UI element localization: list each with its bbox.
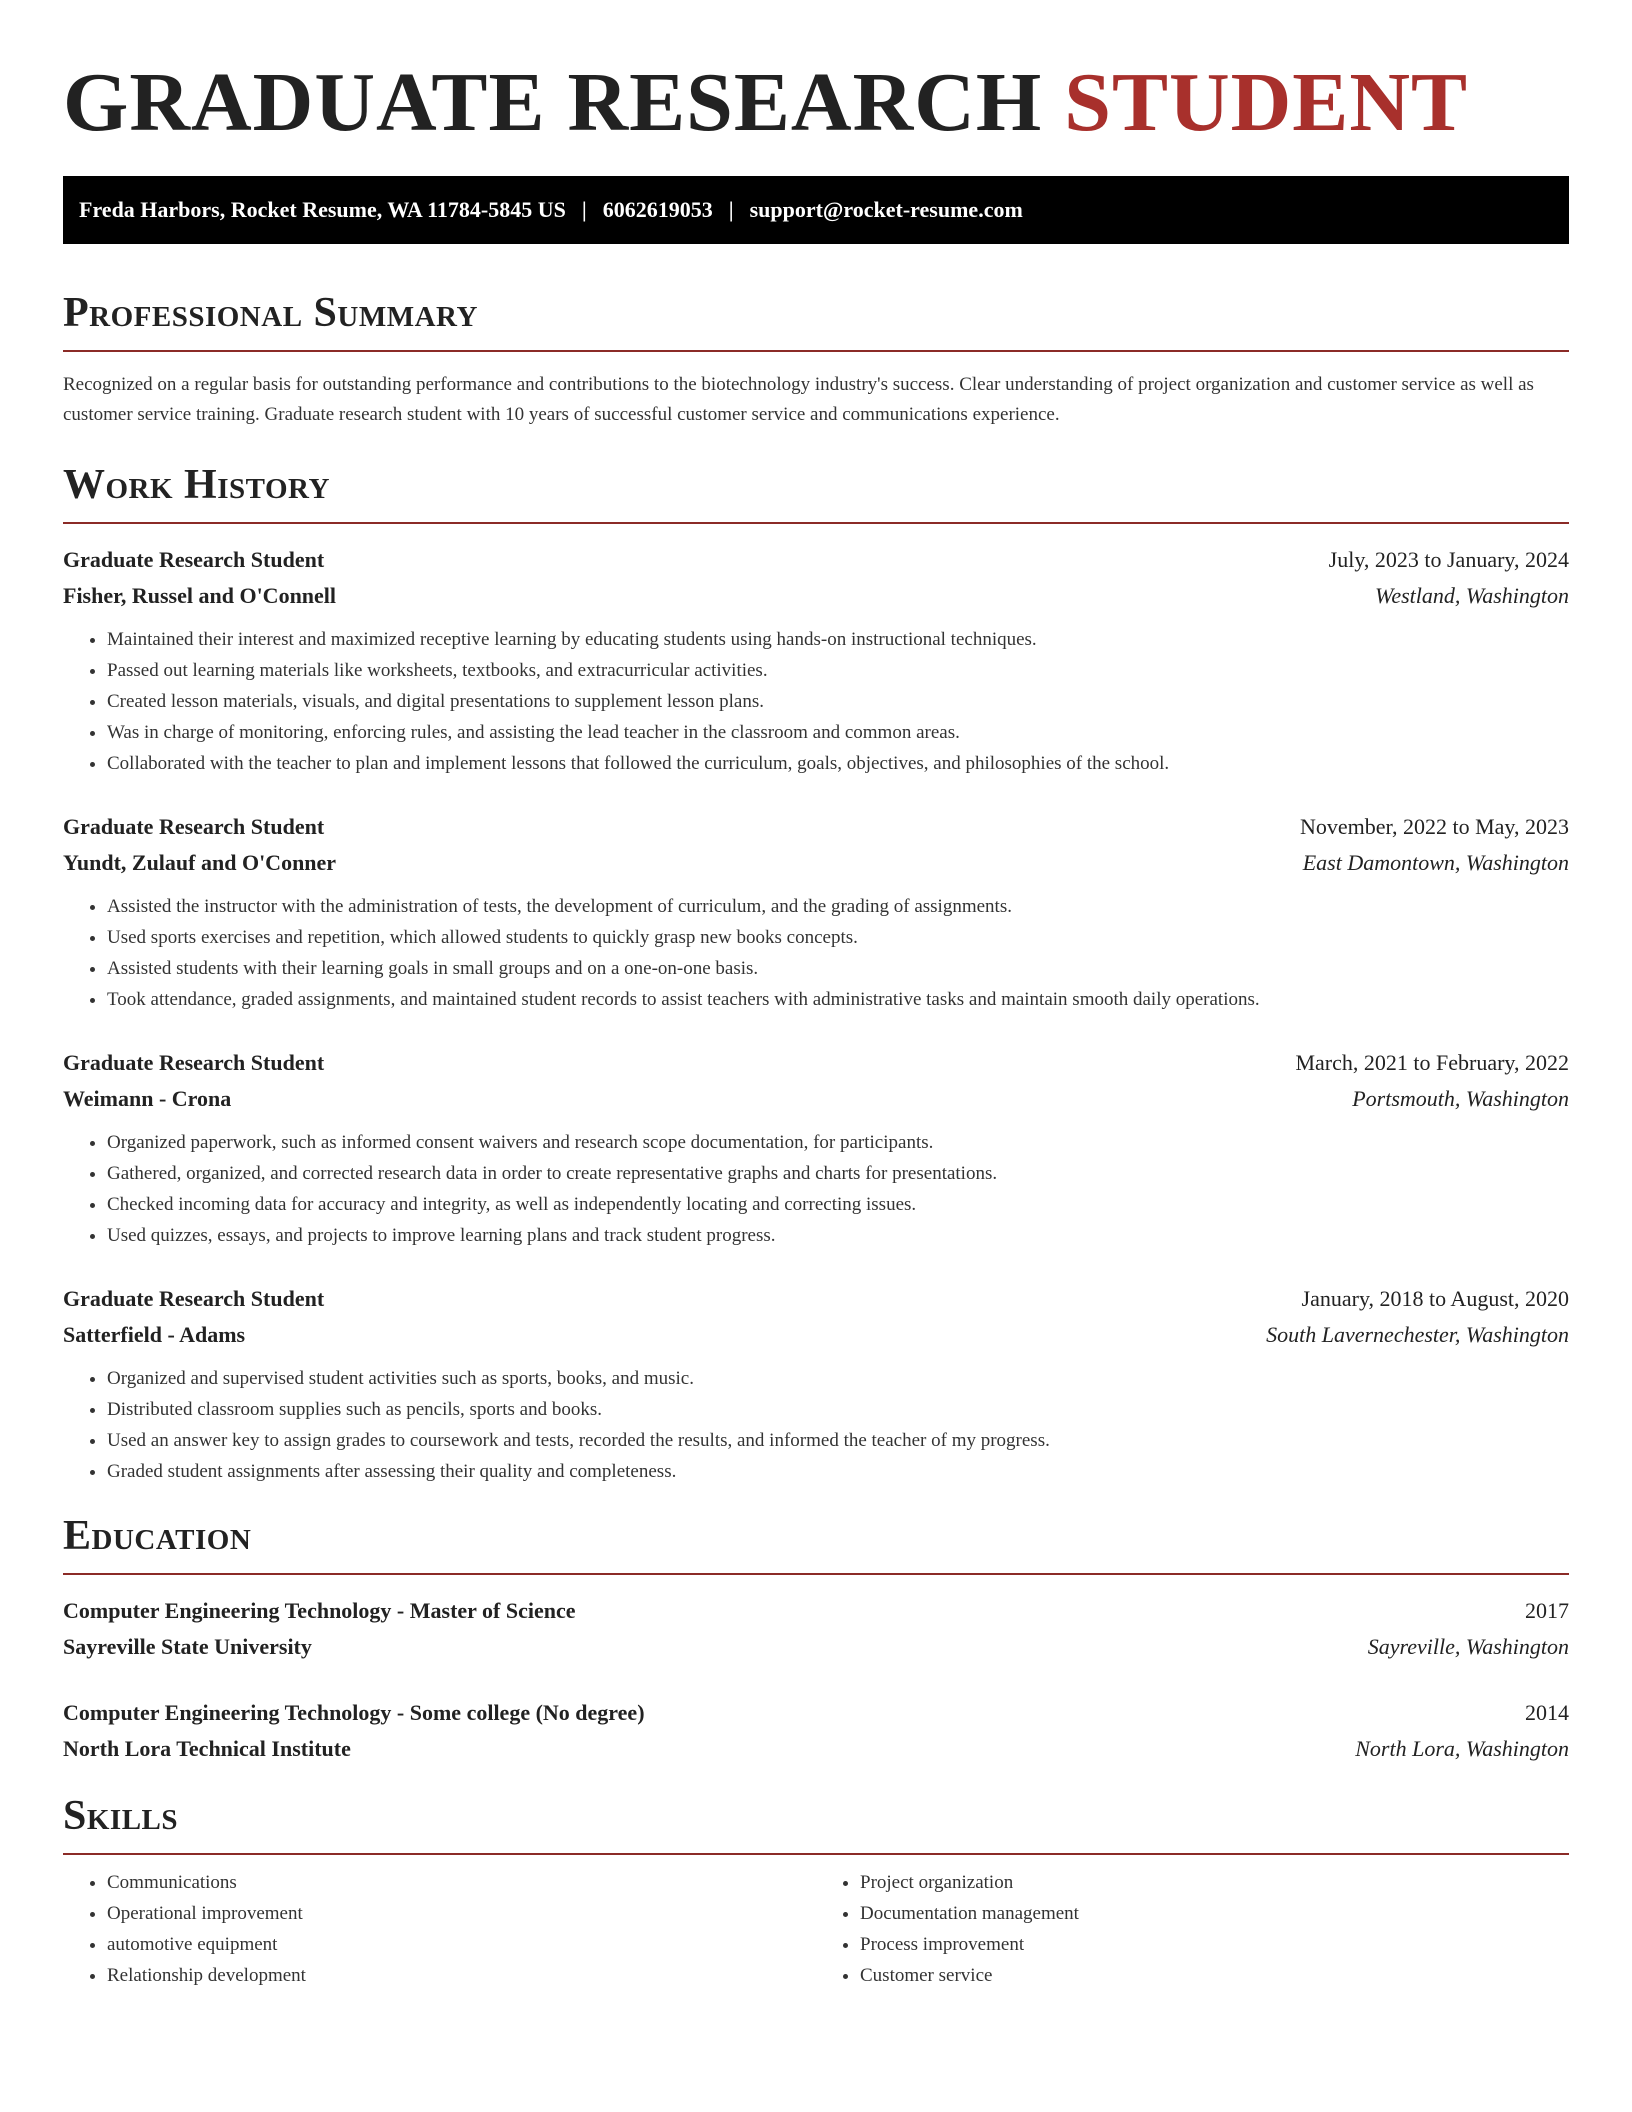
job-bullet: • Used quizzes, essays, and projects to improve learning plans and track student progress.	[107, 1220, 1569, 1251]
job-bullet: • Maintained their interest and maximized receptive learning by educating students using hands-on instructional techniques.	[107, 624, 1569, 655]
education-entry	[63, 1695, 1569, 1767]
job-header-row	[63, 809, 1569, 845]
job-bullet: • Created lesson materials, visuals, and digital presentations to supplement lesson plans.	[107, 686, 1569, 717]
job-header-row	[63, 1045, 1569, 1081]
job-company: Yundt, Zulauf and O'Conner	[63, 850, 337, 875]
section-divider	[63, 350, 1569, 352]
job-dates: March, 2021 to February, 2022	[1295, 1050, 1569, 1075]
job-bullet: • Checked incoming data for accuracy and integrity, as well as independently locating and correcting issues.	[107, 1189, 1569, 1220]
job-bullet: • Distributed classroom supplies such as pencils, sports and books.	[107, 1394, 1569, 1425]
skills-list-left	[63, 1867, 816, 1991]
education-school: Sayreville State University	[63, 1634, 312, 1659]
job-bullet: • Organized and supervised student activities such as sports, books, and music.	[107, 1363, 1569, 1394]
job-entry	[63, 542, 1569, 779]
job-bullet: • Passed out learning materials like worksheets, textbooks, and extracurricular activities.	[107, 655, 1569, 686]
contact-separator: |	[728, 197, 734, 222]
job-company: Satterfield - Adams	[63, 1322, 246, 1347]
work-history-heading: Work History	[63, 462, 330, 508]
education-year: 2014	[1525, 1700, 1569, 1725]
job-bullet: • Took attendance, graded assignments, and maintained student records to assist teachers with administrative tasks and maintain smooth daily operations.	[107, 984, 1569, 1015]
job-dates: July, 2023 to January, 2024	[1328, 547, 1569, 572]
job-title: Graduate Research Student	[63, 1050, 325, 1075]
job-company-row	[63, 1317, 1569, 1353]
job-company-row	[63, 1081, 1569, 1117]
job-bullets	[63, 624, 1569, 779]
education-degree: Computer Engineering Technology - Some college (No degree)	[63, 1700, 645, 1725]
education-heading: Education	[63, 1513, 252, 1559]
job-bullet: • Gathered, organized, and corrected research data in order to create representative graphs and charts for presentations.	[107, 1158, 1569, 1189]
section-divider	[63, 1853, 1569, 1855]
job-bullet: • Used sports exercises and repetition, which allowed students to quickly grasp new books concepts.	[107, 922, 1569, 953]
skill-item: • Documentation management	[860, 1898, 1569, 1929]
education-degree-row	[63, 1695, 1569, 1731]
job-header-row	[63, 542, 1569, 578]
skill-item: • Communications	[107, 1867, 816, 1898]
job-bullet: • Collaborated with the teacher to plan and implement lessons that followed the curriculum, goals, objectives, and philosophies of the school.	[107, 748, 1569, 779]
job-bullet: • Organized paperwork, such as informed consent waivers and research scope documentation, for participants.	[107, 1127, 1569, 1158]
job-location: South Lavernechester, Washington	[1266, 1322, 1569, 1347]
section-divider	[63, 522, 1569, 524]
skill-item: • Relationship development	[107, 1960, 816, 1991]
education-entry	[63, 1593, 1569, 1665]
job-bullet: • Was in charge of monitoring, enforcing rules, and assisting the lead teacher in the classroom and common areas.	[107, 717, 1569, 748]
job-entry	[63, 809, 1569, 1015]
contact-phone: 6062619053	[602, 197, 713, 222]
skill-item: • Customer service	[860, 1960, 1569, 1991]
job-bullet: • Used an answer key to assign grades to coursework and tests, recorded the results, and informed the teacher of my progress.	[107, 1425, 1569, 1456]
contact-email: support@rocket-resume.com	[749, 197, 1023, 222]
job-dates: January, 2018 to August, 2020	[1301, 1286, 1569, 1311]
job-company-row	[63, 578, 1569, 614]
contact-bar	[63, 176, 1569, 244]
job-bullet: • Graded student assignments after assessing their quality and completeness.	[107, 1456, 1569, 1487]
job-location: Westland, Washington	[1375, 583, 1569, 608]
job-bullets	[63, 1127, 1569, 1251]
skills-list-right	[816, 1867, 1569, 1991]
title-accent: STUDENT	[1064, 56, 1469, 149]
skills-heading: Skills	[63, 1793, 179, 1839]
job-location: East Damontown, Washington	[1302, 850, 1569, 875]
education-school-row	[63, 1731, 1569, 1767]
title-main: GRADUATE RESEARCH	[63, 56, 1043, 149]
job-title: Graduate Research Student	[63, 814, 325, 839]
job-header-row	[63, 1281, 1569, 1317]
skill-item: • Project organization	[860, 1867, 1569, 1898]
job-bullets	[63, 1363, 1569, 1487]
contact-separator: |	[581, 197, 587, 222]
education-location: North Lora, Washington	[1355, 1736, 1569, 1761]
skills-grid	[63, 1867, 1569, 1991]
summary-heading: Professional Summary	[63, 290, 478, 336]
job-title: Graduate Research Student	[63, 547, 325, 572]
education-degree-row	[63, 1593, 1569, 1629]
job-company: Weimann - Crona	[63, 1086, 232, 1111]
job-company-row	[63, 845, 1569, 881]
skill-item: • Operational improvement	[107, 1898, 816, 1929]
job-location: Portsmouth, Washington	[1352, 1086, 1569, 1111]
job-dates: November, 2022 to May, 2023	[1300, 814, 1569, 839]
education-location: Sayreville, Washington	[1367, 1634, 1569, 1659]
education-degree: Computer Engineering Technology - Master of Science	[63, 1598, 576, 1623]
job-bullet: • Assisted the instructor with the administration of tests, the development of curriculum, and the grading of assignments.	[107, 891, 1569, 922]
contact-address: Freda Harbors, Rocket Resume, WA 11784-5845 US	[79, 197, 566, 222]
education-school: North Lora Technical Institute	[63, 1736, 351, 1761]
job-bullet: • Assisted students with their learning goals in small groups and on a one-on-one basis.	[107, 953, 1569, 984]
section-divider	[63, 1573, 1569, 1575]
page-title	[63, 0, 1569, 148]
education-school-row	[63, 1629, 1569, 1665]
education-year: 2017	[1525, 1598, 1569, 1623]
job-title: Graduate Research Student	[63, 1286, 325, 1311]
job-entry	[63, 1281, 1569, 1487]
skill-item: • Process improvement	[860, 1929, 1569, 1960]
job-company: Fisher, Russel and O'Connell	[63, 583, 337, 608]
skill-item: • automotive equipment	[107, 1929, 816, 1960]
summary-text: Recognized on a regular basis for outstanding performance and contributions to the biotechnology industry's success. Clear understanding of project organization and customer service as well as customer service training. Graduate research student with 10 years of successful customer service and communications experience.	[63, 374, 1534, 425]
job-entry	[63, 1045, 1569, 1251]
job-bullets	[63, 891, 1569, 1015]
